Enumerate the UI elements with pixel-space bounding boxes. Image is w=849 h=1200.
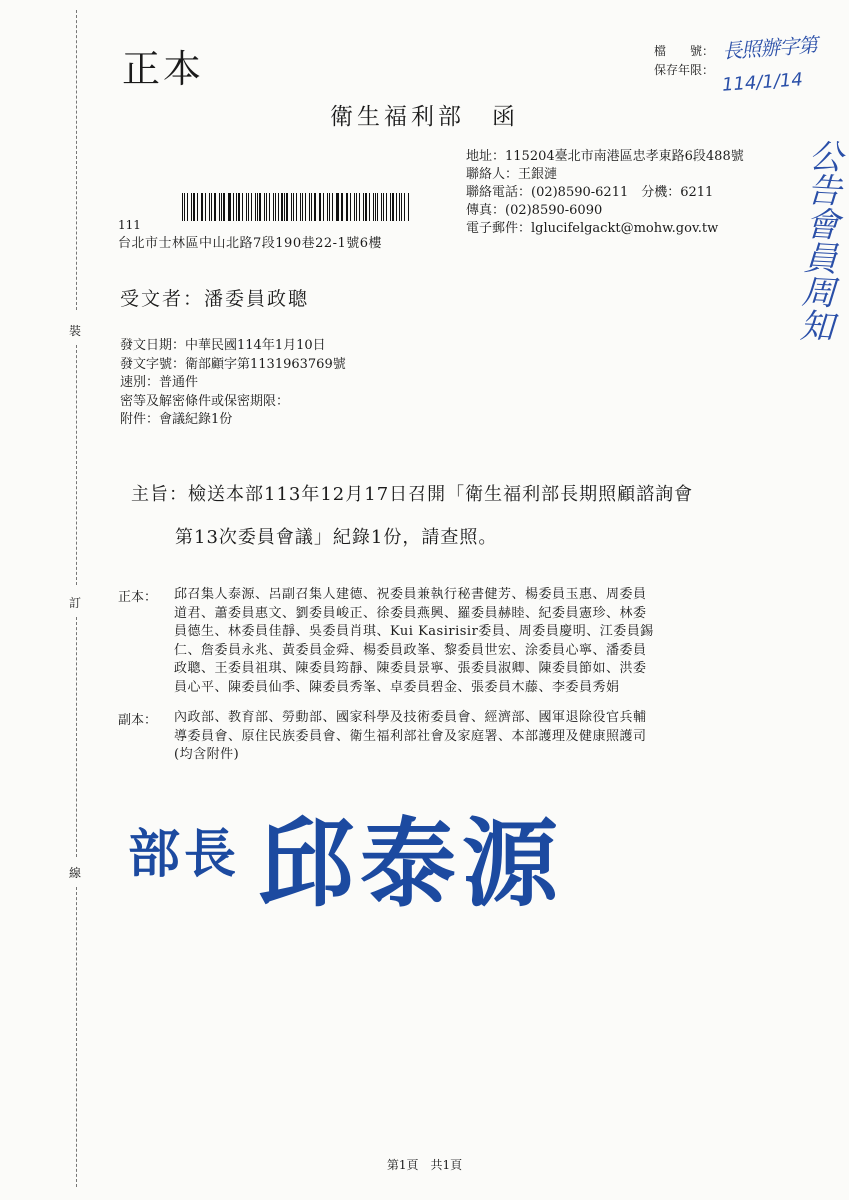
barcode-bar — [202, 193, 203, 221]
handwritten-year: 114/1/14 — [721, 69, 804, 96]
barcode-bar — [286, 193, 288, 221]
file-no-label: 檔 號： — [654, 44, 715, 58]
barcode-bar — [182, 193, 183, 221]
fax: 傳真：(02)8590-6090 — [466, 203, 603, 218]
barcode-bar — [255, 193, 256, 221]
barcode-bar — [399, 193, 400, 221]
barcode-bar — [408, 193, 409, 221]
barcode-bar — [336, 193, 337, 221]
document-meta — [120, 337, 346, 430]
recipient: 受文者：潘委員政聰 — [120, 288, 310, 310]
original-recipients-line: 員心平、陳委員仙季、陳委員秀峯、卓委員碧金、張委員木藤、李委員秀娟 — [174, 679, 620, 695]
barcode-bar — [359, 193, 360, 221]
barcode-bar — [191, 193, 192, 221]
signature-name: 邱泰源 — [258, 807, 564, 920]
barcode-bar — [211, 193, 212, 221]
barcode-bar — [332, 193, 333, 221]
copy-recipients-label: 副本： — [118, 713, 158, 728]
subject-line-1: 主旨：檢送本部113年12月17日召開「衛生福利部長期照顧諮詢會 — [131, 484, 694, 505]
barcode-bar — [242, 193, 243, 221]
contact-person: 聯絡人：王銀漣 — [466, 167, 558, 182]
copy-recipients-line: 內政部、教育部、勞動部、國家科學及技術委員會、經濟部、國軍退除役官兵輔 — [174, 710, 647, 725]
barcode — [182, 193, 410, 221]
retention-label: 保存年限： — [654, 63, 715, 77]
barcode-bar — [323, 193, 324, 221]
barcode-bar — [275, 193, 276, 221]
secrecy-class: 密等及解密條件或保密期限： — [120, 393, 290, 409]
email: 電子郵件：lglucifelgackt@mohw.gov.tw — [466, 221, 719, 236]
barcode-bar — [197, 193, 198, 221]
contact-block — [466, 148, 744, 238]
file-info — [654, 42, 714, 80]
zip-code: 111 — [118, 218, 141, 232]
original-recipients-line: 政聰、王委員祖琪、陳委員筠靜、陳委員景寧、張委員淑卿、陳委員節如、洪委 — [174, 661, 647, 676]
original-recipients — [174, 586, 778, 697]
barcode-bar — [284, 193, 285, 221]
original-recipients-line: 員德生、林委員佳靜、吳委員肖琪、Kui Kasirisir委員、周委員慶明、江委員錫 — [174, 624, 654, 639]
copy-mark: 正本 — [122, 47, 205, 91]
copy-recipients-line: (均含附件) — [174, 747, 240, 762]
barcode-bar — [264, 193, 265, 221]
copy-recipients — [174, 709, 778, 765]
barcode-bar — [278, 193, 279, 221]
barcode-bar — [229, 193, 230, 221]
address: 地址：115204臺北市南港區忠孝東路6段488號 — [466, 149, 744, 164]
issue-date: 發文日期：中華民國114年1月10日 — [120, 338, 326, 353]
subject-line-2: 第13次委員會議」紀錄1份，請查照。 — [175, 527, 498, 548]
barcode-bar — [373, 193, 374, 221]
barcode-bar — [209, 193, 210, 221]
barcode-bar — [251, 193, 252, 221]
barcode-bar — [246, 193, 247, 221]
barcode-bar — [314, 193, 316, 221]
barcode-bar — [375, 193, 376, 221]
barcode-bar — [293, 193, 294, 221]
barcode-bar — [392, 193, 394, 221]
barcode-bar — [311, 193, 312, 221]
copy-recipients-line: 導委員會、原住民族委員會、衛生福利部社會及家庭署、本部護理及健康照護司 — [174, 728, 647, 744]
barcode-bar — [337, 193, 338, 221]
barcode-bar — [386, 193, 387, 221]
speed-class: 速別：普通件 — [120, 375, 199, 390]
barcode-bar — [369, 193, 370, 221]
handwritten-file-no: 長照辦字第 — [721, 32, 818, 64]
handwritten-note: 公告會員周知 — [792, 137, 844, 344]
barcode-bar — [219, 193, 220, 221]
original-recipients-line: 邱召集人泰源、呂副召集人建德、祝委員兼執行秘書健芳、楊委員玉惠、周委員 — [174, 587, 647, 602]
barcode-bar — [257, 193, 258, 221]
barcode-bar — [259, 193, 261, 221]
barcode-bar — [363, 193, 364, 221]
barcode-bar — [356, 193, 357, 221]
barcode-bar — [221, 193, 222, 221]
barcode-bar — [383, 193, 384, 221]
signature-title: 部長 — [128, 824, 241, 885]
barcode-bar — [396, 193, 397, 221]
barcode-bar — [300, 193, 301, 221]
barcode-bar — [238, 193, 240, 221]
binding-mark-ding: 訂 — [69, 596, 82, 610]
binding-line — [70, 0, 84, 1200]
barcode-bar — [184, 193, 185, 221]
barcode-bar — [248, 193, 249, 221]
barcode-bar — [236, 193, 237, 221]
barcode-bar — [350, 193, 351, 221]
barcode-bar — [365, 193, 367, 221]
barcode-bar — [320, 193, 321, 221]
barcode-bar — [346, 193, 347, 221]
mailing-address: 台北市士林區中山北路7段190巷22-1號6樓 — [118, 236, 383, 251]
barcode-bar — [377, 193, 378, 221]
barcode-bar — [201, 193, 202, 221]
document-title: 衛生福利部 函 — [330, 104, 519, 130]
barcode-bar — [291, 193, 292, 221]
barcode-bar — [305, 193, 306, 221]
barcode-bar — [193, 193, 195, 221]
barcode-bar — [319, 193, 320, 221]
original-recipients-line: 仁、詹委員永兆、黃委員金舜、楊委員政峯、黎委員世宏、涂委員心寧、潘委員 — [174, 642, 647, 658]
phone: 聯絡電話：(02)8590-6211 分機：6211 — [466, 185, 714, 200]
barcode-bar — [273, 193, 274, 221]
barcode-bar — [309, 193, 310, 221]
barcode-bar — [228, 193, 229, 221]
document-number: 發文字號：衛部顧字第1131963769號 — [120, 356, 346, 372]
barcode-bar — [214, 193, 216, 221]
barcode-bar — [329, 193, 330, 221]
barcode-bar — [281, 193, 282, 221]
barcode-bar — [390, 193, 391, 221]
barcode-bar — [302, 193, 303, 221]
barcode-bar — [381, 193, 382, 221]
binding-mark-xian: 線 — [69, 866, 82, 880]
barcode-bar — [187, 193, 188, 221]
barcode-bar — [266, 193, 267, 221]
barcode-bar — [233, 193, 234, 221]
barcode-bar — [341, 193, 343, 221]
barcode-bar — [223, 193, 224, 221]
barcode-bar — [269, 193, 270, 221]
binding-mark-zhuang: 裝 — [69, 324, 82, 338]
barcode-bar — [354, 193, 355, 221]
page-footer: 第1頁 共1頁 — [386, 1158, 463, 1172]
barcode-bar — [327, 193, 328, 221]
attachment: 附件：會議紀錄1份 — [120, 412, 233, 427]
barcode-bar — [205, 193, 206, 221]
barcode-bar — [347, 193, 348, 221]
barcode-bar — [296, 193, 297, 221]
original-recipients-line: 道君、蕭委員惠文、劉委員峻正、徐委員燕興、羅委員赫睦、紀委員憲珍、林委 — [174, 605, 647, 621]
original-recipients-label: 正本： — [118, 590, 158, 605]
barcode-bar — [401, 193, 402, 221]
barcode-bar — [404, 193, 405, 221]
